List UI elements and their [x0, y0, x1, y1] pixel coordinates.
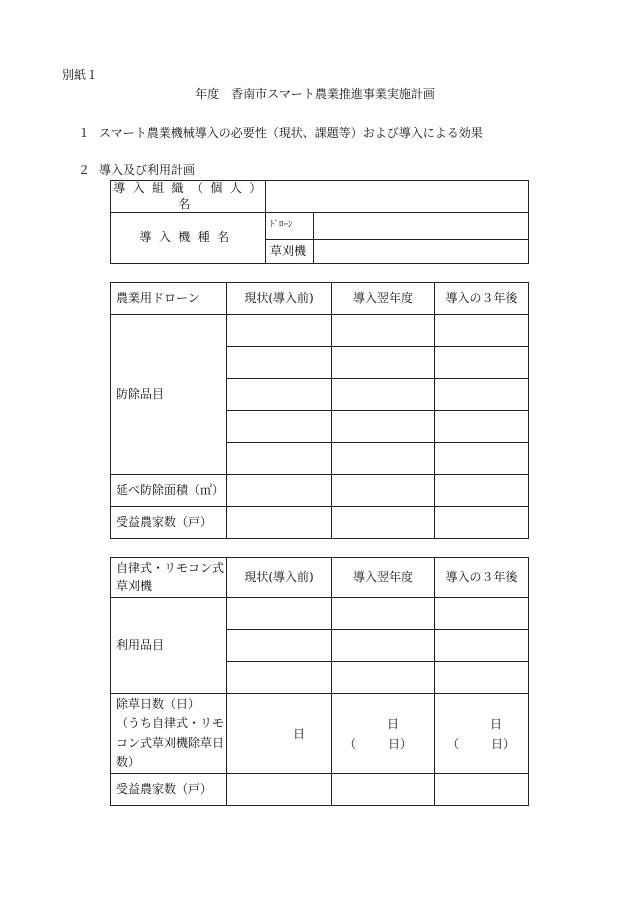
- drone-pest-cell[interactable]: [435, 411, 529, 443]
- drone-area-cell[interactable]: [435, 475, 529, 507]
- paren-close: 日）: [491, 736, 516, 751]
- mower-items-cell[interactable]: [227, 662, 332, 694]
- machine-type-label: 導入機種名: [111, 213, 266, 264]
- mower-row-items: 利用品目: [111, 598, 227, 694]
- machine-mower-label: 草刈機: [266, 240, 314, 264]
- drone-pest-cell[interactable]: [435, 379, 529, 411]
- mower-days-3-years-cell[interactable]: [435, 694, 529, 774]
- section-2-heading: [78, 161, 195, 178]
- drone-header-current: 現状(導入前): [227, 283, 332, 315]
- mower-row-farmers: 受益農家数（戸）: [111, 774, 227, 806]
- drone-table: [110, 282, 529, 539]
- section-2-number: ２: [78, 163, 91, 177]
- mower-header-current: 現状(導入前): [227, 558, 332, 598]
- org-table: [110, 180, 529, 264]
- mower-farmers-cell[interactable]: [435, 774, 529, 806]
- drone-farmers-cell[interactable]: [332, 507, 435, 539]
- day-unit: 日: [293, 726, 306, 741]
- mower-items-cell[interactable]: [435, 662, 529, 694]
- drone-header-3-years: 導入の３年後: [435, 283, 529, 315]
- mower-items-cell[interactable]: [435, 598, 529, 630]
- drone-pest-cell[interactable]: [435, 443, 529, 475]
- day-unit: 日: [490, 716, 503, 731]
- mower-items-cell[interactable]: [332, 662, 435, 694]
- drone-pest-cell[interactable]: [227, 443, 332, 475]
- drone-row-area: 延べ防除面積（㎡）: [111, 475, 227, 507]
- machine-drone-input[interactable]: [314, 213, 529, 240]
- mower-items-cell[interactable]: [332, 630, 435, 662]
- title-name: 香南市スマート農業推進事業実施計画: [231, 87, 435, 101]
- drone-farmers-cell[interactable]: [227, 507, 332, 539]
- paren-open: （: [447, 736, 460, 751]
- drone-farmers-cell[interactable]: [435, 507, 529, 539]
- drone-row-farmers: 受益農家数（戸）: [111, 507, 227, 539]
- mower-items-cell[interactable]: [435, 630, 529, 662]
- drone-pest-cell[interactable]: [332, 315, 435, 347]
- drone-header-next-year: 導入翌年度: [332, 283, 435, 315]
- paren-open: （: [344, 736, 357, 751]
- mower-days-next-year-cell[interactable]: [332, 694, 435, 774]
- drone-area-cell[interactable]: [332, 475, 435, 507]
- mower-row-days: 除草日数（日） （うち自律式・リモコン式草刈機除草日数）: [111, 694, 227, 774]
- section-1-text: スマート農業機械導入の必要性（現状、課題等）および導入による効果: [99, 126, 483, 140]
- mower-header-3-years: 導入の３年後: [435, 558, 529, 598]
- drone-pest-cell[interactable]: [227, 315, 332, 347]
- mower-items-cell[interactable]: [227, 630, 332, 662]
- section-2-text: 導入及び利用計画: [99, 163, 196, 177]
- org-name-label: 導入組織（個人）名: [111, 181, 266, 213]
- drone-pest-cell[interactable]: [332, 347, 435, 379]
- mower-farmers-cell[interactable]: [227, 774, 332, 806]
- annex-label: 別紙１: [62, 68, 99, 82]
- drone-pest-cell[interactable]: [227, 379, 332, 411]
- drone-area-cell[interactable]: [227, 475, 332, 507]
- drone-pest-cell[interactable]: [435, 347, 529, 379]
- drone-pest-cell[interactable]: [435, 315, 529, 347]
- paren-close: 日）: [388, 736, 413, 751]
- mower-items-cell[interactable]: [227, 598, 332, 630]
- title-year: 年度: [195, 87, 220, 101]
- drone-row-pest-items: 防除品目: [111, 315, 227, 475]
- drone-pest-cell[interactable]: [332, 379, 435, 411]
- mower-table: [110, 557, 529, 806]
- drone-pest-cell[interactable]: [227, 347, 332, 379]
- mower-header-next-year: 導入翌年度: [332, 558, 435, 598]
- drone-pest-cell[interactable]: [227, 411, 332, 443]
- drone-header-label: 農業用ドローン: [111, 283, 227, 315]
- mower-header-label: 自律式・リモコン式草刈機: [111, 558, 227, 598]
- org-name-input[interactable]: [266, 181, 529, 213]
- section-1-heading: [78, 124, 483, 141]
- day-unit: 日: [387, 716, 400, 731]
- mower-days-current-cell[interactable]: [227, 694, 332, 774]
- drone-pest-cell[interactable]: [332, 443, 435, 475]
- machine-drone-label: ﾄﾞﾛｰﾝ: [266, 213, 314, 240]
- machine-mower-input[interactable]: [314, 240, 529, 264]
- mower-items-cell[interactable]: [332, 598, 435, 630]
- mower-farmers-cell[interactable]: [332, 774, 435, 806]
- drone-pest-cell[interactable]: [332, 411, 435, 443]
- section-1-number: １: [78, 126, 91, 140]
- page-title: [0, 85, 630, 102]
